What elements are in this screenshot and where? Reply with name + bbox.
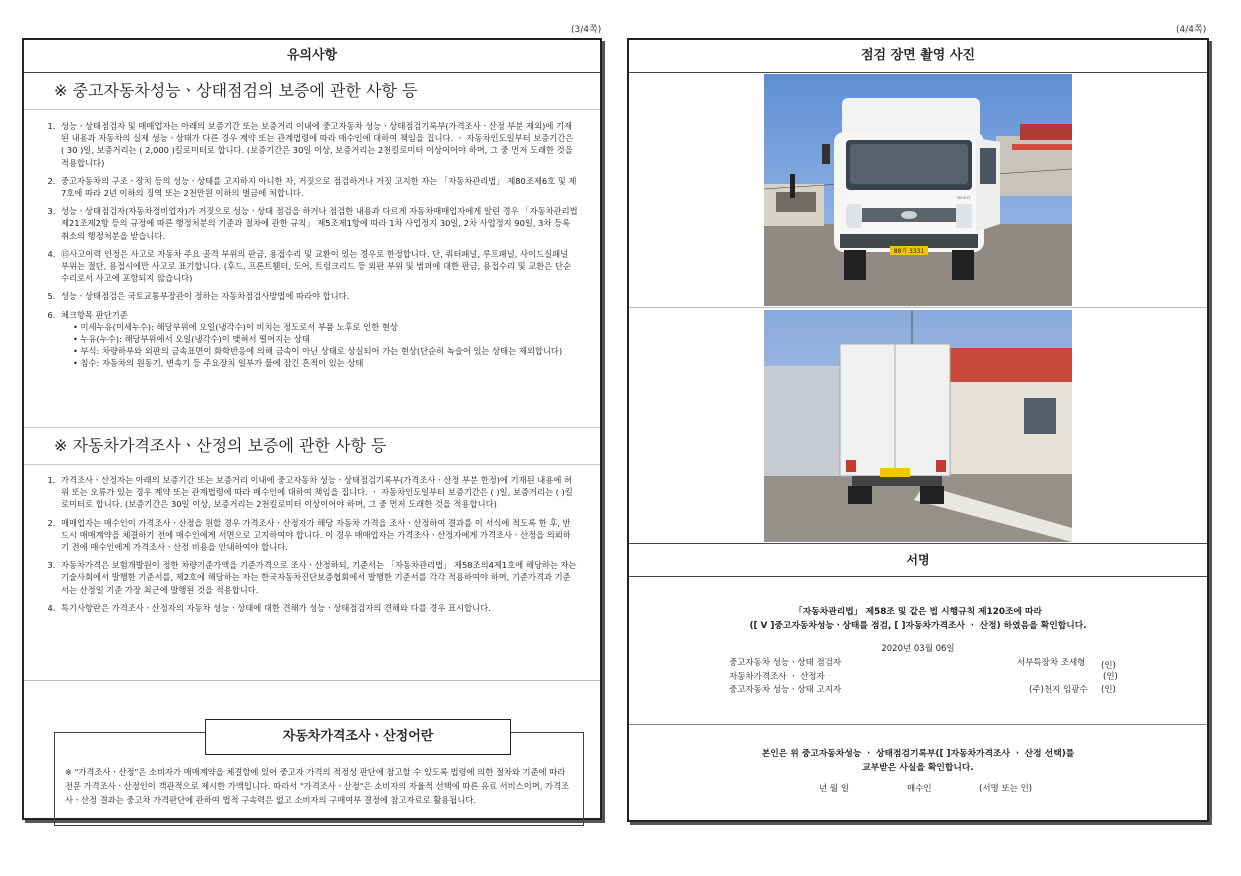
criteria-item: • 미세누유(미세누수): 해당부위에 오일(냉각수)이 비치는 정도로서 부품 노후로 인한 현상: [73, 321, 578, 333]
page-number-right: (4/4쪽): [1176, 25, 1207, 35]
declaration: [629, 605, 1207, 633]
declaration-line2: ([ V ]중고자동차성능ㆍ상태를 점검, [ ]자동차가격조사 ㆍ 산정) 하였음을 확인합니다.: [749, 621, 1087, 631]
signer-mark: (인): [1103, 672, 1118, 682]
section2-list: [24, 464, 600, 620]
criteria-item: • 부식: 차량하부와 외판의 금속표면이 화학반응에 의해 금속이 아닌 상태로 상실되어 가는 현상(단순히 녹슬어 있는 상태는 제외합니다): [73, 345, 578, 357]
buyer-confirmation: [629, 747, 1207, 775]
buyer-date: 년 월 일: [819, 784, 850, 794]
list-item: 1. 성능ㆍ상태점검자 및 매매업자는 아래의 보증기간 또는 보증거리 이내에 중고자동차 성능ㆍ상태점검기록부(가격조사ㆍ산정 부분 제외)에 기재된 내용과 자동차의 실제 성능ㆍ상태가 다른 경우 계약 또는 관계법령에 따라 매수인에 대하여 책임을 집니다. ㆍ 자동차인도일부터 보증기간은 ( 30 )일, 보증거리는 ( 2,000 )킬로미터로 합니다. (보증기간은 30일 이상, 보증거리는 2천킬로미터 이상이어야 하며, 그 중 먼저 도래한 것을 적용합니다): [58, 120, 578, 169]
section1-title: ※ 중고자동차성능ㆍ상태점검의 보증에 관한 사항 등: [24, 73, 600, 110]
signer-name: 서부특장차 조세형: [1017, 658, 1086, 668]
criteria-item: • 누유(누수): 해당부위에서 오일(냉각수)이 맺혀서 떨어지는 상태: [73, 333, 578, 345]
check-criteria-list: [61, 321, 578, 370]
signer-role: 중고자동차 성능ㆍ상태 점검자: [729, 658, 842, 668]
list-item: 2. 매매업자는 매수인이 가격조사ㆍ산정을 원할 경우 가격조사ㆍ산정자가 해당 자동차 가격을 조사ㆍ산정하여 결과를 이 서식에 적도록 한 후, 반드시 매매계약을 체결하기 전에 매수인에게 서면으로 고지하여야 합니다. 이 경우 매매업자는 가격조사ㆍ산정자에게 가격조사ㆍ산정을 의뢰하기 전에 매수인에게 가격조사ㆍ산정 비용을 안내하여야 합니다.: [58, 517, 578, 554]
signer-mark: (인): [1101, 661, 1116, 671]
notice-panel: [22, 38, 602, 820]
check-criteria-title: 체크항목 판단기준: [61, 309, 128, 320]
photo-sign-panel: [627, 38, 1209, 822]
list-item: 3. 자동차가격은 보험개발원이 정한 차량기준가액을 기준가격으로 조사ㆍ산정하되, 기준서는 「자동차관리법」 제58조의4제1호에 해당하는 자는 기술사회에서 발행한 기준서를, 제2호에 해당하는 자는 한국자동차진단보증협회에서 발행한 기준서를 각각 적용하여야 하며, 기준가격과 기준서는 산정일 기준 가장 최근에 발행된 것을 적용합니다.: [58, 559, 578, 596]
buyer-line2: 교부받은 사실을 확인합니다.: [862, 763, 974, 773]
list-item: 1. 가격조사ㆍ산정자는 아래의 보증기간 또는 보증거리 이내에 중고자동차 성능ㆍ상태점검기록부(가격조사ㆍ산정 부분 한정)에 기재된 내용에 허위 또는 오류가 있는 경우 계약 또는 관계법령에 따라 매수인에 대하여 책임을 집니다. ㆍ 자동차인도일부터 보증기간은 ( )일, 보증거리는 ( )킬로미터로 합니다. (보증기간은 30일 이상, 보증거리는 2천킬로미터 이상이어야 하며, 그 중 먼저 도래한 것을 적용합니다): [58, 474, 578, 511]
list-item: 4. 특기사항란은 가격조사ㆍ산정자의 자동차 성능ㆍ상태에 대한 견해가 성능ㆍ상태점검자의 견해와 다를 경우 표시합니다.: [58, 602, 578, 614]
list-item: 2. 중고자동차의 구조ㆍ장치 등의 성능ㆍ상태를 고지하지 아니한 자, 거짓으로 점검하거나 거짓 고지한 자는 「자동차관리법」 제80조제6호 및 제7호에 따라 2년 이하의 징역 또는 2천만원 이하의 벌금에 처합니다.: [58, 175, 578, 199]
front-photo: [764, 74, 1072, 306]
price-terms-text: ※ "가격조사ㆍ산정"은 소비자가 매매계약을 체결함에 있어 중고자 가격의 적정성 판단에 참고할 수 있도록 법령에 의한 절차와 기준에 따라 전문 가격조사ㆍ산정인이 객관적으로 제시한 가액입니다. 따라서 "가격조사ㆍ산정"은 소비자의 자율적 선택에 따른 유료 서비스이며, 가격조사ㆍ산정 결과는 중고차 가격판단에 관하여 법적 구속력은 없고 소비자의 구매여부 결정에 참고자료로 활용됩니다.: [65, 767, 570, 805]
front-plate-text: 88가 3331: [893, 248, 925, 255]
signer-name: (주)천지 임광수: [1029, 685, 1088, 695]
section1-list: [24, 110, 600, 370]
declaration-line1: 「자동차관리법」 제58조 및 같은 법 시행규칙 제120조에 따라: [793, 607, 1043, 617]
photo-header: 점검 장면 촬영 사진: [629, 40, 1207, 73]
list-item: [58, 309, 578, 370]
price-terms-box: [54, 729, 584, 826]
criteria-item: • 침수: 자동차의 원동기, 변속기 등 주요장치 일부가 물에 잠긴 흔적이 있는 상태: [73, 357, 578, 369]
divider: [24, 680, 600, 681]
signer-role: 자동차가격조사 ㆍ 산정자: [729, 672, 825, 682]
buyer-label: 매수인: [907, 784, 932, 794]
notice-header: 유의사항: [24, 40, 600, 73]
truck-badge: MIGHTY: [957, 196, 971, 200]
divider: [629, 724, 1207, 725]
sign-header: 서명: [629, 543, 1207, 577]
signer-role: 중고자동차 성능ㆍ상태 고지자: [729, 685, 842, 695]
rear-photo: [764, 310, 1072, 542]
list-item: 5. 성능ㆍ상태점검은 국토교통부장관이 정하는 자동차점검사방법에 따라야 합니다.: [58, 290, 578, 302]
buyer-line1: 본인은 위 중고자동차성능 ㆍ 상태점검기록부([ ]자동차가격조사 ㆍ 산정 선택)를: [761, 749, 1075, 759]
signer-mark: (인): [1101, 685, 1116, 695]
list-item: 4. ⑮사고이력 인정은 사고로 자동차 주요 골격 부위의 판금, 용접수리 및 교환이 있는 경우로 한정합니다. 단, 쿼터패널, 루프패널, 사이드실패널 부위는 절단, 용접시에만 사고로 표기합니다. (후드, 프론트휀더, 도어, 트렁크리드 등 외판 부위 및 범퍼에 대한 판금, 용접수리 및 교환은 단순수리로서 사고에 포함되지 않습니다): [58, 248, 578, 285]
page-number-left: (3/4쪽): [571, 25, 602, 35]
list-item: 3. 성능ㆍ상태점검자(자동차정비업자)가 거짓으로 성능ㆍ상태 점검을 하거나 점검한 내용과 다르게 자동차매매업자에게 알린 경우 「자동차관리법 제21조제2항 등의 규정에 따른 행정처분의 기준과 절차에 관한 규칙」 제5조제1항에 따라 1차 사업정지 30일, 2차 사업정지 90일, 3차 등록취소의 행정처분을 받습니다.: [58, 205, 578, 242]
divider: [629, 307, 1207, 308]
buyer-sign: (서명 또는 인): [979, 784, 1033, 794]
price-terms-title: 자동차가격조사ㆍ산정어란: [205, 719, 511, 755]
section2-title: ※ 자동차가격조사ㆍ산정의 보증에 관한 사항 등: [24, 427, 600, 465]
inspection-date: 2020년 03월 06일: [881, 644, 955, 654]
